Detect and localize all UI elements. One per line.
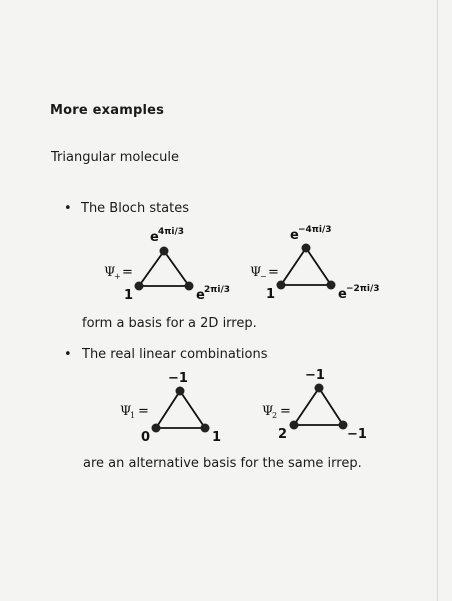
triangle-bonds	[294, 388, 343, 425]
coef-top: −1	[305, 368, 325, 383]
section-subheading: Triangular molecule	[51, 150, 179, 165]
atom-top	[302, 244, 311, 253]
bullet-text-real: The real linear combinations	[82, 347, 268, 362]
psi-minus-symbol: Ψ	[250, 265, 262, 280]
atom-left	[277, 281, 286, 290]
bloch-caption: form a basis for a 2D irrep.	[82, 316, 257, 331]
psi-plus-symbol: Ψ	[104, 265, 116, 280]
coef-top: −1	[168, 371, 188, 386]
triangle-bonds	[139, 251, 189, 286]
coef-top-base: e	[290, 228, 299, 243]
triangle-bonds	[281, 248, 331, 285]
coef-top-exponent: −4πi/3	[298, 225, 332, 235]
atom-left	[135, 282, 144, 291]
psi2-symbol: Ψ	[262, 404, 274, 419]
bullet-text-bloch: The Bloch states	[81, 201, 190, 216]
coef-right-base: e	[196, 288, 205, 303]
coef-left: 1	[266, 287, 276, 302]
bullet-marker-1: •	[64, 201, 72, 216]
atom-left	[290, 421, 299, 430]
coef-right-exponent: 2πi/3	[204, 285, 231, 295]
atom-right	[185, 282, 194, 291]
psi2-equals: =	[280, 404, 291, 419]
real-psi1-diagram	[120, 371, 221, 445]
atom-left	[152, 424, 161, 433]
coef-left: 1	[124, 288, 134, 303]
bullet-marker-2: •	[64, 347, 72, 362]
real-caption: are an alternative basis for the same irrep.	[83, 456, 362, 471]
coef-right-base: e	[338, 287, 347, 302]
psi1-symbol: Ψ	[120, 404, 132, 419]
psi-plus-subscript: +	[114, 272, 121, 281]
atom-top	[315, 384, 324, 393]
coef-left: 0	[141, 430, 151, 445]
atom-top	[160, 247, 169, 256]
coef-top-exponent: 4πi/3	[158, 227, 185, 237]
coef-top-base: e	[150, 230, 159, 245]
coef-right-exponent: −2πi/3	[346, 284, 380, 294]
psi-minus-subscript: −	[260, 272, 267, 281]
bloch-minus-diagram	[250, 225, 380, 302]
psi2-subscript: 2	[272, 411, 278, 420]
atom-right	[201, 424, 210, 433]
coef-left: 2	[278, 427, 288, 442]
section-heading: More examples	[50, 103, 165, 118]
triangle-bonds	[156, 391, 205, 428]
psi1-subscript: 1	[130, 411, 136, 420]
atom-right	[327, 281, 336, 290]
atom-top	[176, 387, 185, 396]
coef-right: −1	[347, 427, 367, 442]
bloch-plus-diagram	[104, 227, 230, 303]
psi1-equals: =	[138, 404, 149, 419]
coef-right: 1	[212, 430, 222, 445]
psi-plus-equals: =	[122, 265, 133, 280]
psi-minus-equals: =	[268, 265, 279, 280]
real-psi2-diagram	[262, 368, 367, 442]
